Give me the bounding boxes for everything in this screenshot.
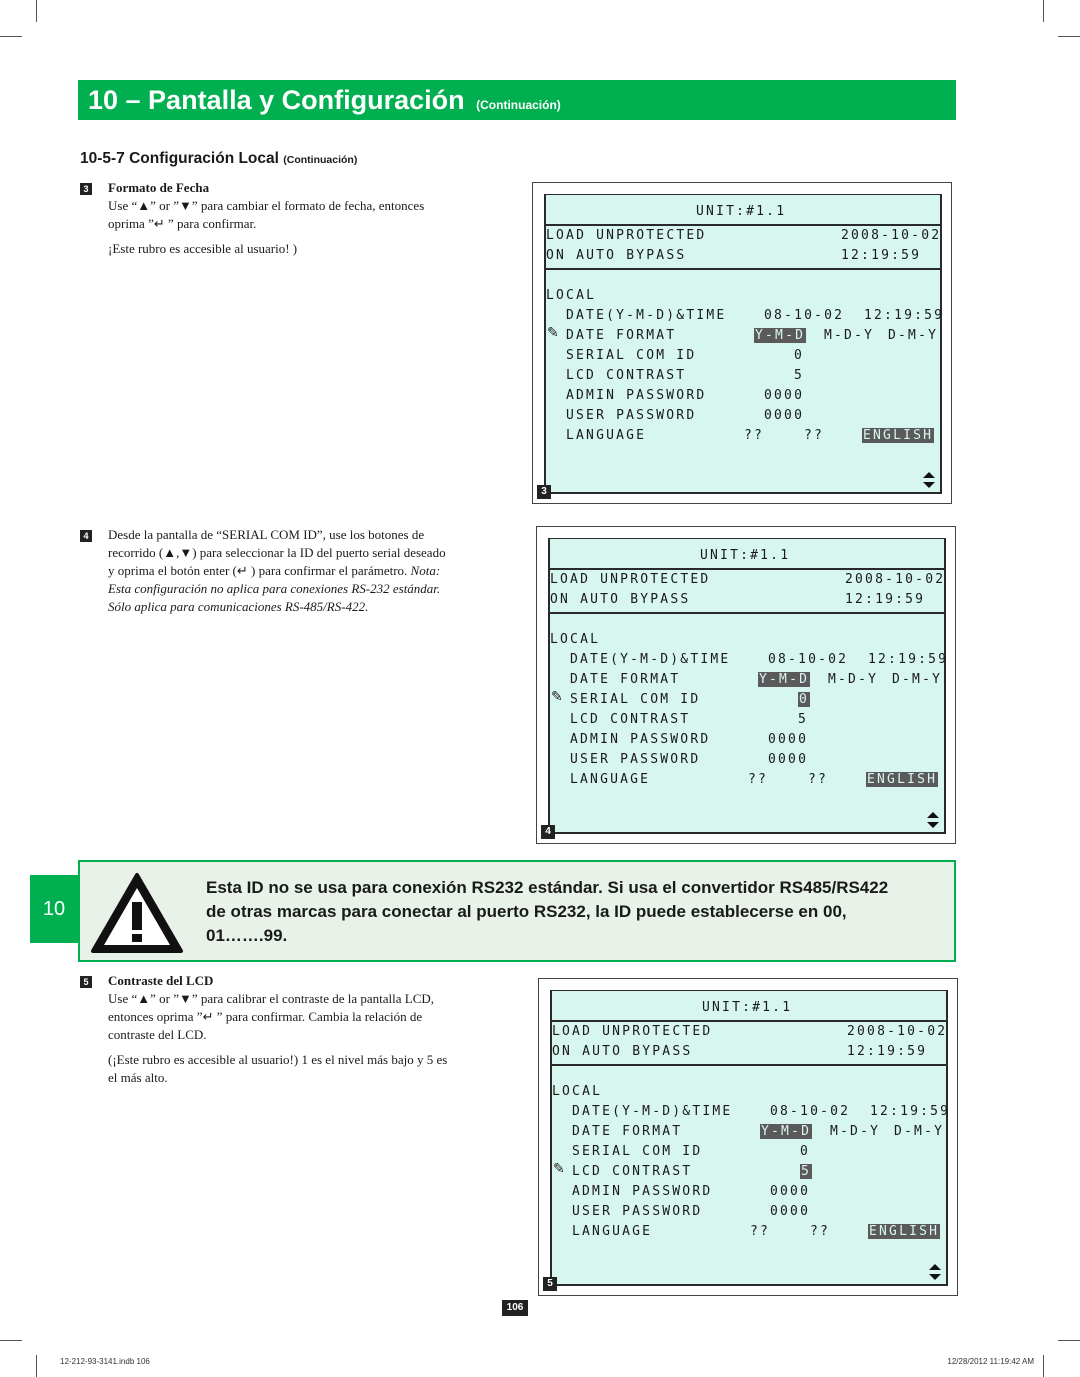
- lcd-user-label: USER PASSWORD: [572, 1204, 703, 1219]
- lcd-format-mdy: M-D-Y: [828, 672, 879, 687]
- chapter-banner: [78, 80, 956, 120]
- step-note: el más alto.: [108, 1070, 168, 1085]
- lcd-admin-label: ADMIN PASSWORD: [570, 732, 711, 747]
- crop-mark: [0, 1340, 22, 1341]
- lcd-border: [544, 195, 545, 494]
- lcd-serial-value: 0: [794, 348, 805, 363]
- lcd-divider: [552, 1064, 946, 1066]
- lcd-datetime-label: DATE(Y-M-D)&TIME: [566, 308, 727, 323]
- lcd-datetime-time: 12:19:59: [870, 1104, 951, 1119]
- lcd-user-value: 0000: [770, 1204, 811, 1219]
- lcd-contrast-label: LCD CONTRAST: [566, 368, 687, 383]
- lcd-border: [548, 539, 549, 834]
- lcd-contrast-value: 5: [794, 368, 805, 383]
- lcd-time: 12:19:59: [841, 248, 922, 263]
- page-number: 106: [502, 1300, 528, 1316]
- step-text: contraste del LCD.: [108, 1027, 207, 1042]
- crop-mark: [36, 1355, 37, 1377]
- pencil-cursor-icon: ✎: [547, 325, 559, 341]
- step-text: recorrido (▲,▼) para seleccionar la ID del puerto serial deseado: [108, 545, 446, 560]
- chapter-title: 10 – Pantalla y Configuración: [88, 85, 465, 115]
- lcd-contrast-value: 5: [798, 712, 809, 727]
- lcd-dateformat-label: DATE FORMAT: [570, 672, 681, 687]
- note-label: Nota:: [410, 563, 441, 578]
- lcd-admin-label: ADMIN PASSWORD: [566, 388, 707, 403]
- lcd-screen-3: [532, 182, 952, 504]
- lcd-user-value: 0000: [764, 408, 805, 423]
- lcd-load-status: LOAD UNPROTECTED: [550, 572, 711, 587]
- up-down-arrow-icon: [926, 812, 940, 828]
- step-note: [108, 580, 440, 598]
- lcd-datetime-label: DATE(Y-M-D)&TIME: [570, 652, 731, 667]
- up-down-arrow-icon: [922, 472, 936, 488]
- step-text: Use “▲” or ”▼” para calibrar el contraste de la pantalla LCD,: [108, 991, 435, 1006]
- lcd-display: [544, 194, 945, 494]
- lcd-dateformat-label: DATE FORMAT: [566, 328, 677, 343]
- step-text: Desde la pantalla de “SERIAL COM ID”, use los botones de: [108, 527, 425, 542]
- lcd-admin-value: 0000: [768, 732, 809, 747]
- warning-box: [78, 860, 956, 962]
- lcd-language-q1: ??: [744, 428, 765, 443]
- lcd-format-mdy: M-D-Y: [830, 1124, 881, 1139]
- step-heading: Contraste del LCD: [108, 973, 214, 988]
- lcd-unit: UNIT:#1.1: [702, 1000, 793, 1015]
- lcd-date: 2008-10-02: [847, 1024, 948, 1039]
- screen-number: 4: [541, 825, 555, 839]
- lcd-serial-label: SERIAL COM ID: [570, 692, 701, 707]
- lcd-load-status: LOAD UNPROTECTED: [552, 1024, 713, 1039]
- lcd-serial-label: SERIAL COM ID: [572, 1144, 703, 1159]
- lcd-datetime-date: 08-10-02: [768, 652, 849, 667]
- lcd-divider: [546, 224, 940, 226]
- step-number: 3: [80, 183, 92, 195]
- note-text: Sólo aplica para comunicaciones RS-485/RS-422.: [108, 599, 369, 614]
- lcd-format-mdy: M-D-Y: [824, 328, 875, 343]
- lcd-divider: [550, 568, 944, 570]
- lcd-user-label: USER PASSWORD: [566, 408, 697, 423]
- lcd-display: [548, 538, 949, 834]
- lcd-language-q2: ??: [810, 1224, 831, 1239]
- crop-mark: [0, 36, 22, 37]
- step-number: 4: [80, 530, 92, 542]
- chapter-side-tab: 10: [30, 875, 78, 943]
- lcd-admin-value: 0000: [764, 388, 805, 403]
- step-text: entonces oprima ”↵ ” para confirmar. Cambia la relación de: [108, 1009, 423, 1024]
- lcd-contrast-value: 5: [801, 1164, 812, 1179]
- lcd-format-ymd: Y-M-D: [759, 672, 810, 687]
- step-text: [108, 562, 440, 580]
- lcd-language-label: LANGUAGE: [566, 428, 647, 443]
- step-heading: Formato de Fecha: [108, 180, 210, 195]
- lcd-time: 12:19:59: [845, 592, 926, 607]
- lcd-auto-status: ON AUTO BYPASS: [550, 592, 691, 607]
- lcd-divider: [546, 268, 940, 270]
- lcd-date: 2008-10-02: [845, 572, 946, 587]
- lcd-format-ymd: Y-M-D: [755, 328, 806, 343]
- lcd-datetime-date: 08-10-02: [770, 1104, 851, 1119]
- step-note: [108, 598, 368, 616]
- screen-number: 5: [543, 1277, 557, 1291]
- crop-mark: [1058, 36, 1080, 37]
- warning-line: 01…….99.: [206, 926, 288, 945]
- lcd-admin-value: 0000: [770, 1184, 811, 1199]
- lcd-dateformat-label: DATE FORMAT: [572, 1124, 683, 1139]
- section-heading: [80, 150, 357, 168]
- lcd-load-status: LOAD UNPROTECTED: [546, 228, 707, 243]
- step-note: ¡Este rubro es accesible al usuario! ): [108, 241, 298, 256]
- lcd-unit: UNIT:#1.1: [700, 548, 791, 563]
- crop-mark: [1058, 1340, 1080, 1341]
- lcd-local-title: LOCAL: [546, 288, 597, 303]
- lcd-datetime-date: 08-10-02: [764, 308, 845, 323]
- warning-line: Esta ID no se usa para conexión RS232 estándar. Si usa el convertidor RS485/RS422: [206, 878, 889, 897]
- lcd-admin-label: ADMIN PASSWORD: [572, 1184, 713, 1199]
- lcd-datetime-label: DATE(Y-M-D)&TIME: [572, 1104, 733, 1119]
- lcd-auto-status: ON AUTO BYPASS: [552, 1044, 693, 1059]
- lcd-auto-status: ON AUTO BYPASS: [546, 248, 687, 263]
- crop-mark: [1043, 0, 1044, 22]
- lcd-format-dmy: D-M-Y: [894, 1124, 945, 1139]
- footer-left: 12-212-93-3141.indb 106: [60, 1357, 150, 1366]
- warning-text: [206, 876, 888, 948]
- lcd-contrast-label: LCD CONTRAST: [572, 1164, 693, 1179]
- step-text: oprima ”↵ ” para confirmar.: [108, 216, 257, 231]
- chapter-title-suffix: (Continuación): [476, 98, 561, 112]
- lcd-datetime-time: 12:19:59: [864, 308, 945, 323]
- warning-line: de otras marcas para conectar al puerto RS232, la ID puede establecerse en 00,: [206, 902, 847, 921]
- lcd-language-value: ENGLISH: [867, 772, 938, 787]
- lcd-language-label: LANGUAGE: [572, 1224, 653, 1239]
- warning-icon: [90, 872, 184, 954]
- lcd-format-dmy: D-M-Y: [892, 672, 943, 687]
- note-text: Esta configuración no aplica para conexiones RS-232 estándar.: [108, 581, 441, 596]
- lcd-language-value: ENGLISH: [869, 1224, 940, 1239]
- section-title: 10-5-7 Configuración Local: [80, 150, 279, 167]
- step-text-part: y oprima el botón enter (↵ ) para confirmar el parámetro.: [108, 563, 408, 578]
- lcd-date: 2008-10-02: [841, 228, 942, 243]
- lcd-serial-value: 0: [799, 692, 810, 707]
- lcd-local-title: LOCAL: [552, 1084, 603, 1099]
- lcd-format-ymd: Y-M-D: [761, 1124, 812, 1139]
- pencil-cursor-icon: ✎: [553, 1161, 565, 1177]
- crop-mark: [36, 0, 37, 22]
- lcd-language-q1: ??: [750, 1224, 771, 1239]
- section-title-suffix: (Continuación): [283, 154, 358, 166]
- footer-right: 12/28/2012 11:19:42 AM: [947, 1357, 1034, 1366]
- step-note: (¡Este rubro es accesible al usuario!) 1 es el nivel más bajo y 5 es: [108, 1052, 448, 1067]
- lcd-divider: [552, 1020, 946, 1022]
- lcd-contrast-label: LCD CONTRAST: [570, 712, 691, 727]
- crop-mark: [1043, 1355, 1044, 1377]
- lcd-format-dmy: D-M-Y: [888, 328, 939, 343]
- step-text: Use “▲” or ”▼” para cambiar el formato de fecha, entonces: [108, 198, 425, 213]
- step-number: 5: [80, 976, 92, 988]
- lcd-language-q1: ??: [748, 772, 769, 787]
- lcd-serial-value: 0: [800, 1144, 811, 1159]
- lcd-border: [550, 991, 551, 1286]
- lcd-time: 12:19:59: [847, 1044, 928, 1059]
- lcd-language-q2: ??: [808, 772, 829, 787]
- lcd-language-q2: ??: [804, 428, 825, 443]
- lcd-serial-label: SERIAL COM ID: [566, 348, 697, 363]
- up-down-arrow-icon: [928, 1264, 942, 1280]
- lcd-local-title: LOCAL: [550, 632, 601, 647]
- pencil-cursor-icon: ✎: [551, 689, 563, 705]
- lcd-user-label: USER PASSWORD: [570, 752, 701, 767]
- lcd-divider: [550, 612, 944, 614]
- lcd-unit: UNIT:#1.1: [696, 204, 787, 219]
- lcd-screen-4: [536, 526, 956, 844]
- lcd-user-value: 0000: [768, 752, 809, 767]
- lcd-screen-5: [538, 978, 958, 1296]
- lcd-display: [550, 990, 951, 1286]
- lcd-language-label: LANGUAGE: [570, 772, 651, 787]
- lcd-datetime-time: 12:19:59: [868, 652, 949, 667]
- screen-number: 3: [537, 485, 551, 499]
- lcd-language-value: ENGLISH: [863, 428, 934, 443]
